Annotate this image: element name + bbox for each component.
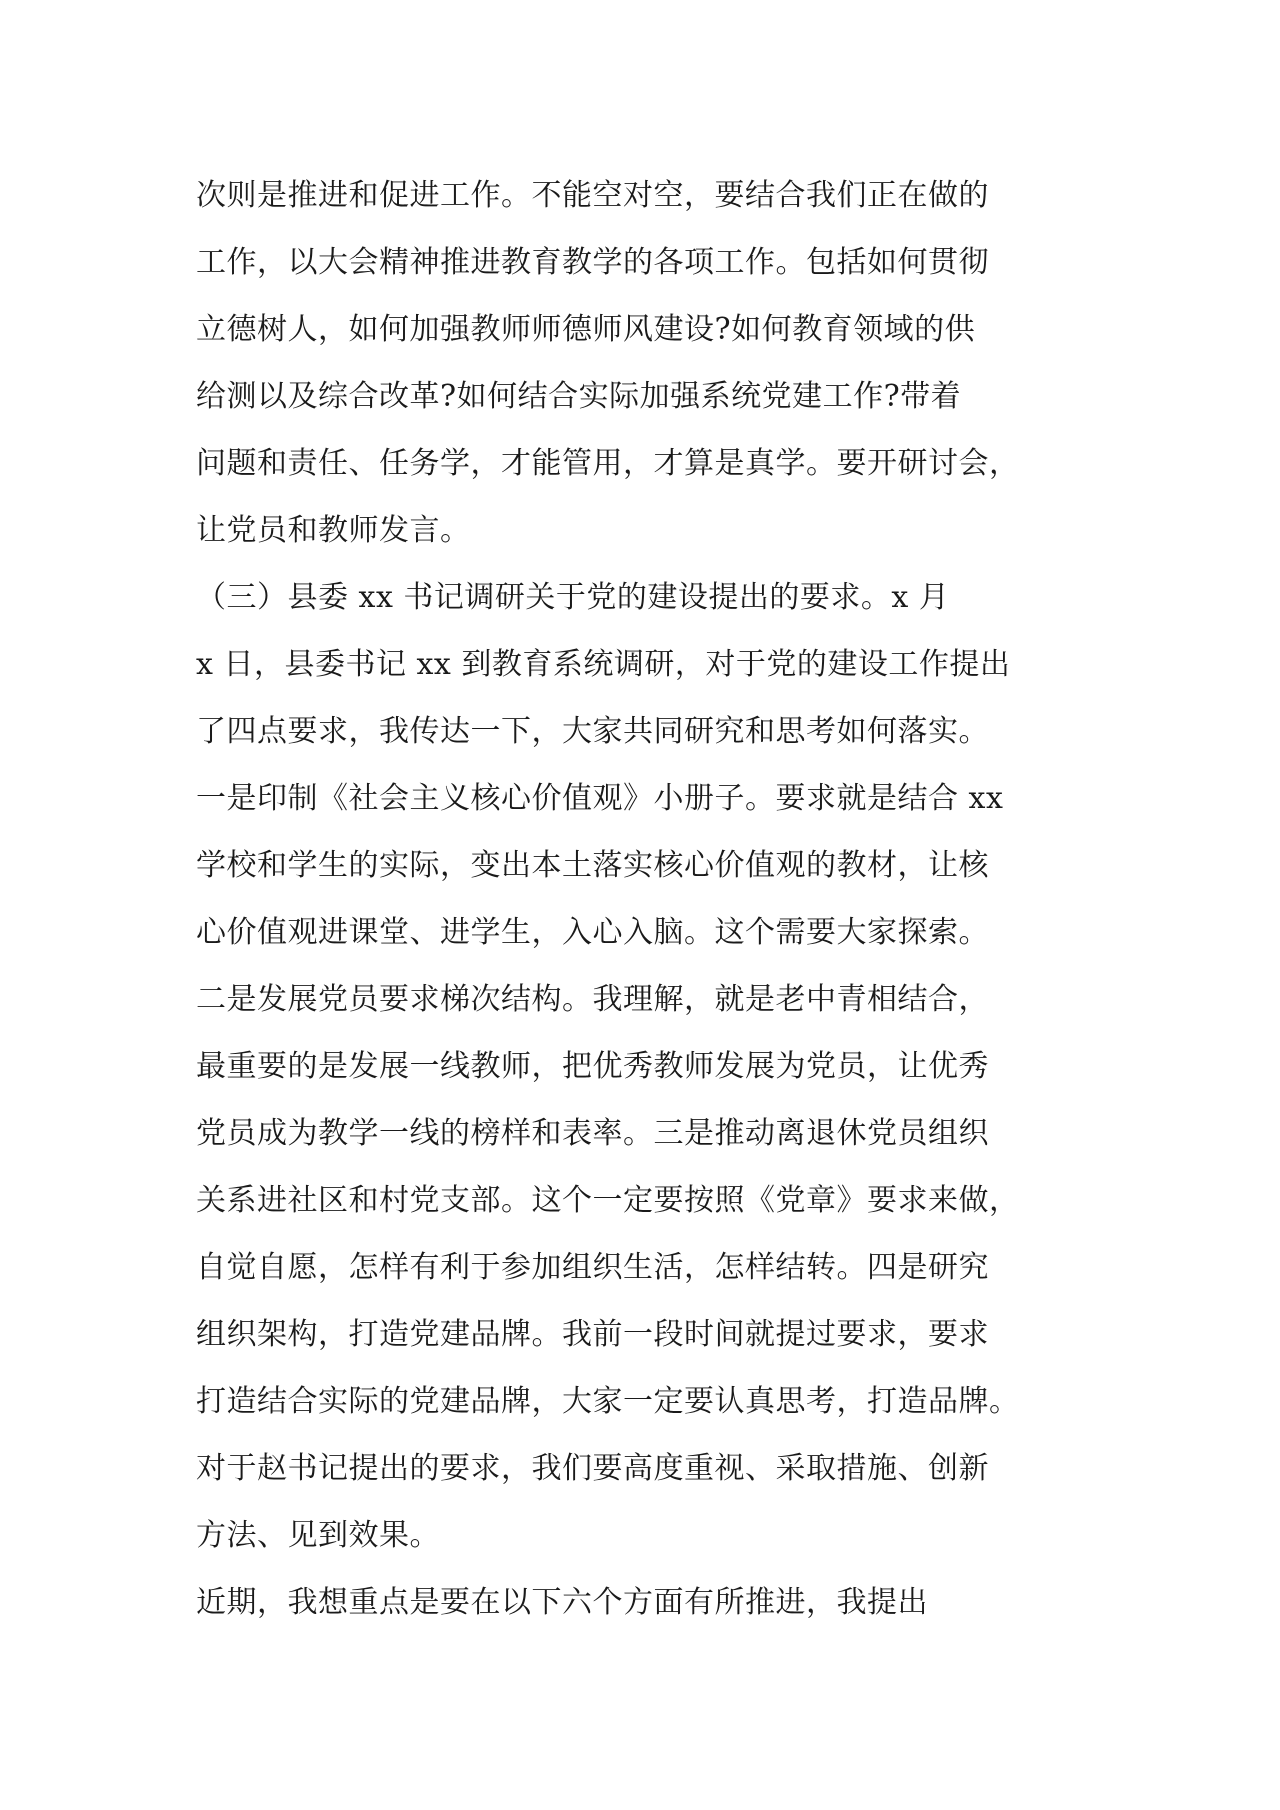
text-line: 党员成为教学一线的榜样和表率。三是推动离退休党员组织 bbox=[196, 1116, 989, 1151]
text-line: 二是发展党员要求梯次结构。我理解，就是老中青相结合， bbox=[196, 982, 989, 1017]
text-line: 问题和责任、任务学，才能管用，才算是真学。要开研讨会， bbox=[196, 446, 1020, 481]
section-heading-line: （三）县委 xx 书记调研关于党的建设提出的要求。x 月 bbox=[196, 580, 950, 615]
text-line: 组织架构，打造党建品牌。我前一段时间就提过要求，要求 bbox=[196, 1317, 989, 1352]
text-line: 立德树人，如何加强教师师德师风建设?如何教育领域的供 bbox=[196, 312, 976, 347]
text-line: 一是印制《社会主义核心价值观》小册子。要求就是结合 xx bbox=[196, 781, 1004, 816]
text-line: 工作，以大会精神推进教育教学的各项工作。包括如何贯彻 bbox=[196, 245, 989, 280]
text-line: 打造结合实际的党建品牌，大家一定要认真思考，打造品牌。 bbox=[196, 1384, 1020, 1419]
text-line: 让党员和教师发言。 bbox=[196, 513, 471, 548]
text-line: 方法、见到效果。 bbox=[196, 1518, 440, 1553]
body-text bbox=[196, 162, 1096, 1636]
text-line: 给测以及综合改革?如何结合实际加强系统党建工作?带着 bbox=[196, 379, 962, 414]
text-line: 次则是推进和促进工作。不能空对空，要结合我们正在做的 bbox=[196, 178, 989, 213]
text-line: 最重要的是发展一线教师，把优秀教师发展为党员，让优秀 bbox=[196, 1049, 989, 1084]
text-line: 对于赵书记提出的要求，我们要高度重视、采取措施、创新 bbox=[196, 1451, 989, 1486]
text-line: 了四点要求，我传达一下，大家共同研究和思考如何落实。 bbox=[196, 714, 989, 749]
text-line: 心价值观进课堂、进学生，入心入脑。这个需要大家探索。 bbox=[196, 915, 989, 950]
text-line: 学校和学生的实际，变出本土落实核心价值观的教材，让核 bbox=[196, 848, 989, 883]
text-line: 自觉自愿，怎样有利于参加组织生活，怎样结转。四是研究 bbox=[196, 1250, 989, 1285]
text-line: 近期，我想重点是要在以下六个方面有所推进，我提出 bbox=[196, 1585, 928, 1620]
text-line: x 日，县委书记 xx 到教育系统调研，对于党的建设工作提出 bbox=[196, 647, 1011, 682]
text-line: 关系进社区和村党支部。这个一定要按照《党章》要求来做， bbox=[196, 1183, 1020, 1218]
